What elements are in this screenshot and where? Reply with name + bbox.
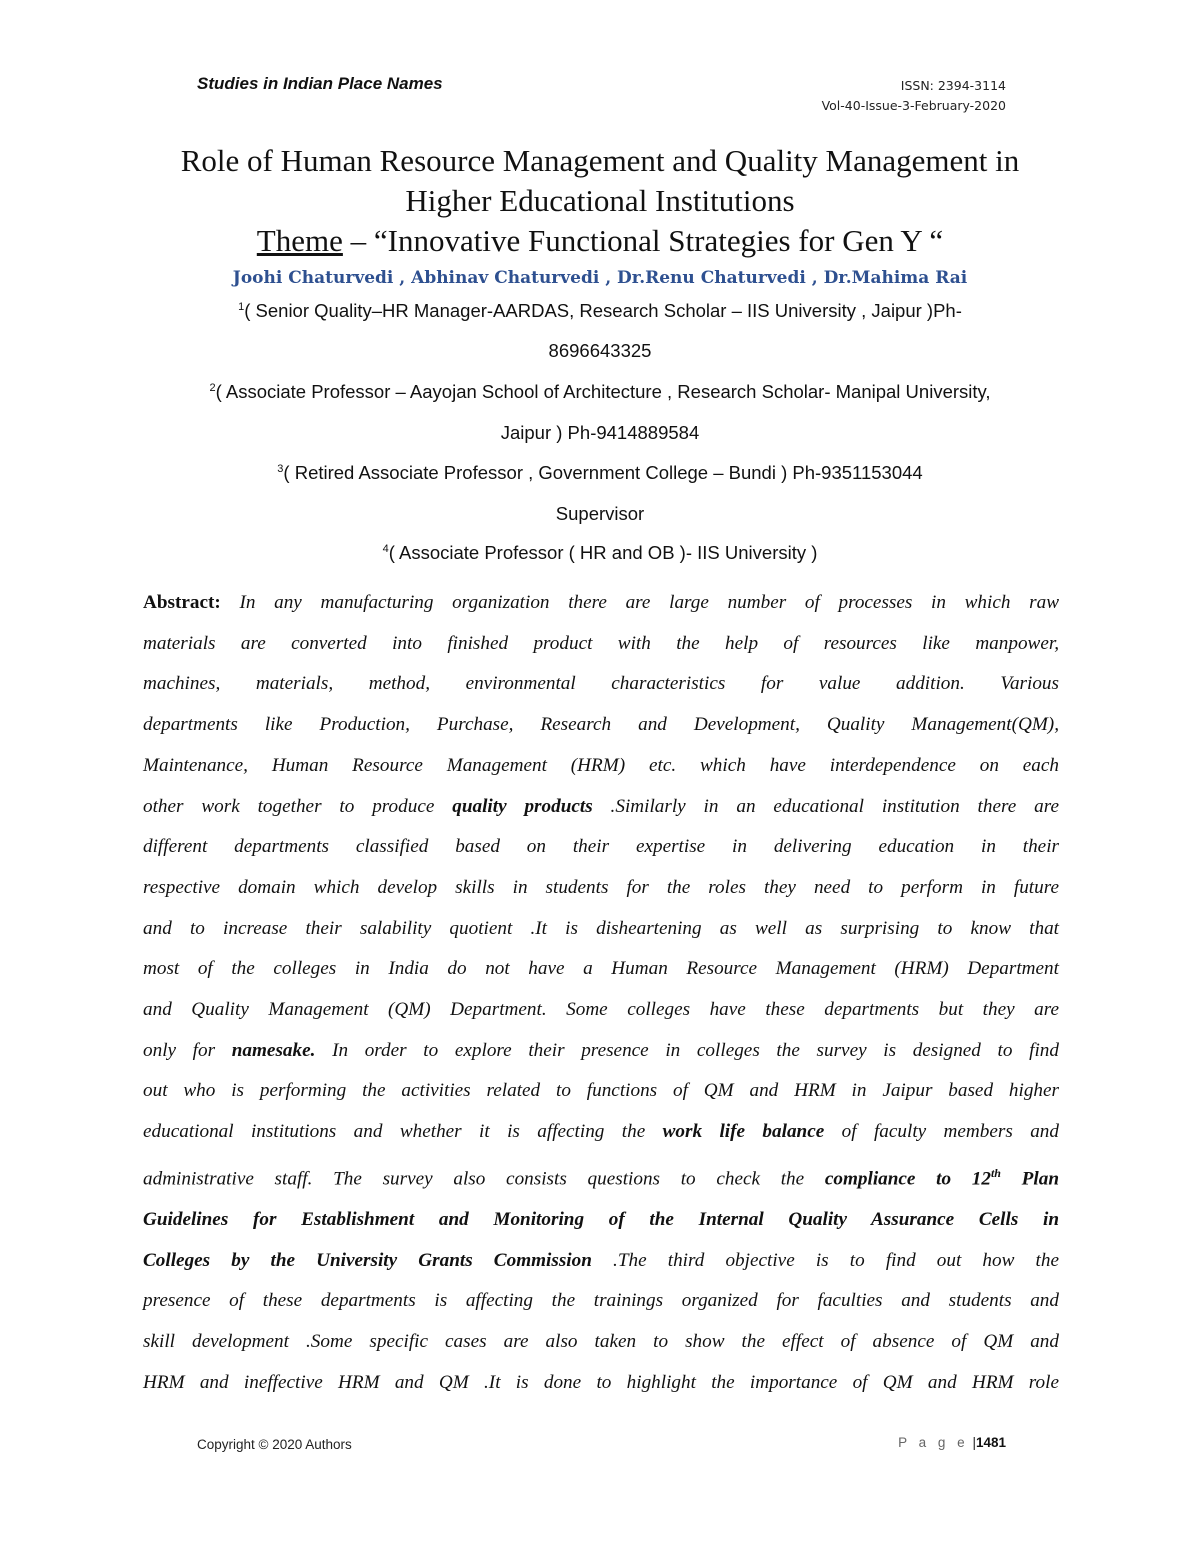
theme-line (100, 221, 1100, 261)
abstract-line (143, 583, 1059, 624)
abstract-text: of faculty members and (824, 1121, 1059, 1143)
affiliation-1-text: ( Senior Quality–HR Manager-AARDAS, Research Scholar – IIS University , Jaipur )Ph- (244, 300, 962, 321)
abstract-text: In order to explore their presence in colleges the survey is designed to find (315, 1039, 1059, 1061)
abstract-line (143, 705, 1059, 746)
title-line-2: Higher Educational Institutions (405, 183, 795, 218)
affiliation-3 (100, 462, 1100, 484)
abstract-text: skill development .Some specific cases are also taken to show the effect of absence of QM and (143, 1331, 1059, 1353)
abstract-line (143, 1153, 1059, 1200)
abstract-emphasis: work life balance (662, 1121, 825, 1143)
abstract-line (143, 1200, 1059, 1241)
abstract-text: departments like Production, Purchase, Research and Development, Quality Management(QM), (143, 714, 1059, 736)
abstract-text: only for (143, 1039, 232, 1061)
journal-name: Studies in Indian Place Names (197, 74, 443, 93)
abstract-line (143, 624, 1059, 665)
affiliation-2 (100, 381, 1100, 403)
abstract-emphasis: Guidelines for Establishment and Monitoring of the Internal Quality Assurance Cells in (143, 1208, 1059, 1230)
abstract-emphasis: compliance to 12 (824, 1168, 991, 1190)
abstract-line (143, 1281, 1059, 1322)
abstract-line (143, 664, 1059, 705)
copyright-notice: Copyright © 2020 Authors (197, 1437, 352, 1452)
abstract-emphasis: quality products (452, 795, 593, 817)
abstract-text: Maintenance, Human Resource Management (HRM) etc. which have interdependence on each (143, 754, 1059, 776)
author-list: Joohi Chaturvedi , Abhinav Chaturvedi , Dr.Renu Chaturvedi , Dr.Mahima Rai (232, 268, 968, 288)
page-separator: | (968, 1435, 976, 1450)
theme-text: – “Innovative Functional Strategies for Gen Y “ (342, 223, 944, 258)
abstract-line (143, 1363, 1059, 1404)
abstract-text: .Similarly in an educational institution there are (592, 795, 1059, 817)
abstract-emphasis: Colleges by the University Grants Commission (143, 1249, 592, 1271)
affiliation-4-number: 4 (382, 542, 389, 555)
affiliation-2-number: 2 (209, 381, 216, 394)
page-number-block (898, 1435, 1006, 1450)
volume-issue: Vol-40-Issue-3-February-2020 (821, 98, 1006, 113)
theme-label: Theme (256, 223, 343, 258)
affiliation-4-text: ( Associate Professor ( HR and OB )- IIS University ) (388, 542, 818, 563)
abstract-text: HRM and ineffective HRM and QM .It is done to highlight the importance of QM and HRM role (143, 1371, 1059, 1393)
abstract-text: educational institutions and whether it is affecting the (143, 1121, 663, 1143)
abstract-text: machines, materials, method, environmental characteristics for value addition. Various (143, 673, 1059, 695)
page-number: 1481 (975, 1435, 1006, 1450)
abstract-label: Abstract: (143, 592, 221, 613)
page-label: P a g e (898, 1435, 969, 1450)
title-line-1: Role of Human Resource Management and Quality Management in (180, 143, 1020, 178)
abstract-emphasis: Plan (1000, 1168, 1060, 1190)
abstract-text: .The third objective is to find out how the (591, 1249, 1059, 1271)
paper-title (100, 141, 1100, 261)
abstract-line (143, 1071, 1059, 1112)
issn: ISSN: 2394-3114 (900, 78, 1006, 93)
abstract-text: other work together to produce (143, 795, 453, 817)
abstract-line (143, 990, 1059, 1031)
affiliation-2-text: ( Associate Professor – Aayojan School of Architecture , Research Scholar- Manipal University, (215, 381, 991, 402)
affiliation-1-phone: 8696643325 (548, 340, 652, 361)
abstract-text: and Quality Management (QM) Department. Some colleges have these departments but they are (143, 999, 1059, 1021)
affiliation-3-number: 3 (277, 462, 284, 475)
affiliation-1-number: 1 (238, 300, 245, 313)
abstract-line (143, 909, 1059, 950)
abstract-text: respective domain which develop skills in students for the roles they need to perform in future (143, 876, 1059, 898)
abstract-emphasis: th (990, 1165, 1001, 1180)
abstract-line (143, 746, 1059, 787)
abstract-text: and to increase their salability quotient .It is disheartening as well as surprising to know that (143, 917, 1059, 939)
abstract-emphasis: namesake. (231, 1039, 316, 1061)
abstract-text: out who is performing the activities related to functions of QM and HRM in Jaipur based higher (143, 1080, 1059, 1102)
abstract-line (143, 1241, 1059, 1282)
abstract-text: materials are converted into finished product with the help of resources like manpower, (143, 632, 1059, 654)
abstract-line (143, 787, 1059, 828)
abstract-text: most of the colleges in India do not have a Human Resource Management (HRM) Department (143, 958, 1059, 980)
abstract-text: different departments classified based on their expertise in delivering education in their (143, 836, 1059, 858)
abstract-text: administrative staff. The survey also consists questions to check the (143, 1168, 825, 1190)
abstract-line (143, 827, 1059, 868)
abstract-text: In any manufacturing organization there are large number of processes in which raw (220, 592, 1059, 613)
affiliation-4 (100, 542, 1100, 564)
abstract-line (143, 1322, 1059, 1363)
supervisor-label: Supervisor (555, 503, 645, 524)
abstract (143, 583, 1059, 1403)
abstract-line (143, 1112, 1059, 1153)
affiliation-2-phone: Jaipur ) Ph-9414889584 (500, 422, 700, 443)
affiliation-1 (100, 300, 1100, 322)
abstract-text: presence of these departments is affecting the trainings organized for faculties and students and (143, 1290, 1059, 1312)
abstract-line (143, 1031, 1059, 1072)
abstract-line (143, 868, 1059, 909)
abstract-line (143, 949, 1059, 990)
affiliation-3-text: ( Retired Associate Professor , Government College – Bundi ) Ph-9351153044 (283, 462, 923, 483)
